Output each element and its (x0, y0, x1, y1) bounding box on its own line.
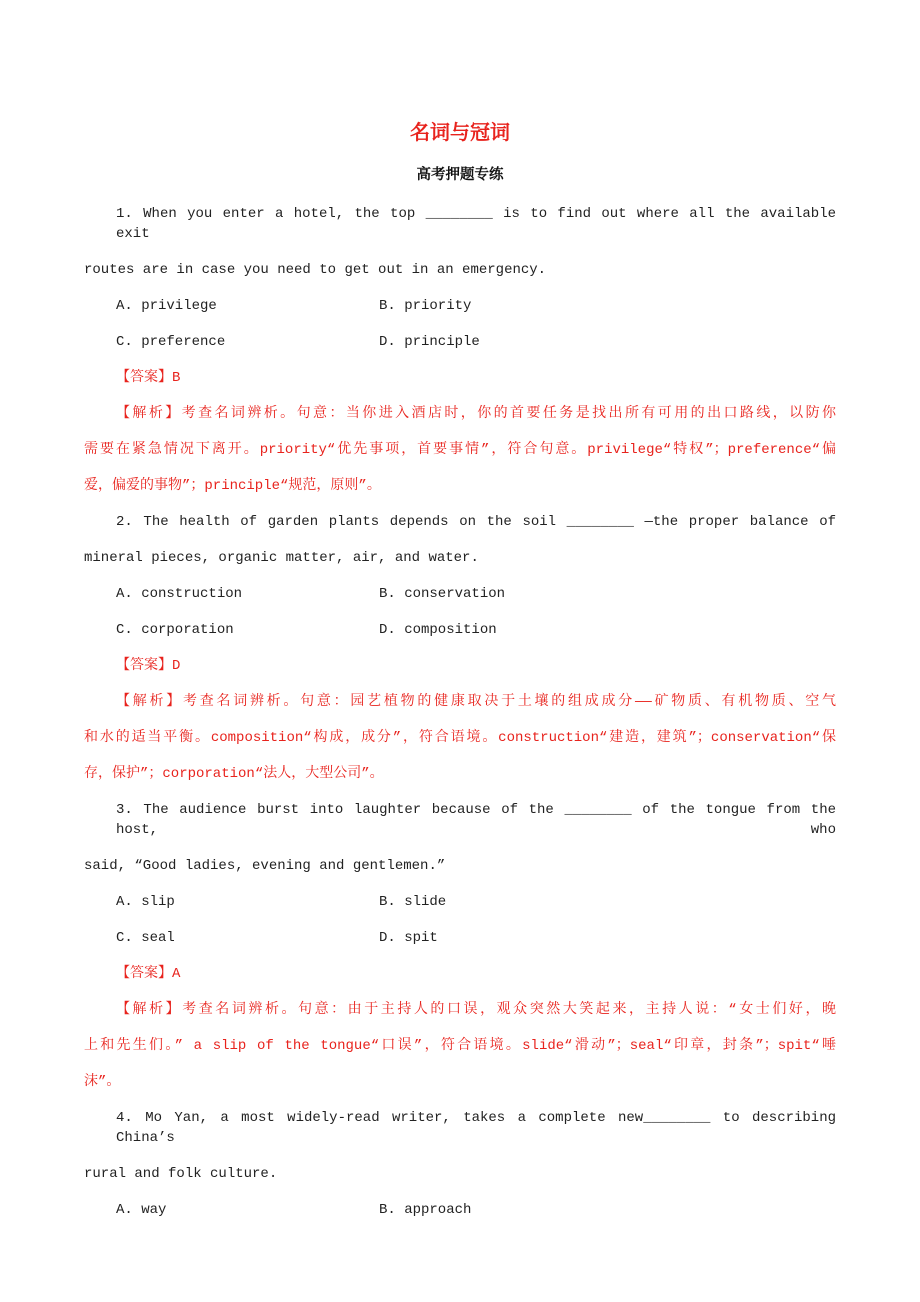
question-stem: said, “Good ladies, evening and gentlemen.” (84, 858, 446, 874)
options-row (84, 616, 836, 652)
analysis: 【解析】考查名词辨析。句意：当你进入酒店时，你的首要任务是找出所有可用的出口路线，以防你 (116, 406, 836, 422)
options-row (84, 328, 836, 364)
page-subtitle: 高考押题专练 (416, 167, 504, 183)
option-d: D. composition (379, 622, 497, 638)
question-1 (84, 200, 836, 508)
option-a: A. slip (116, 894, 175, 910)
answer: 【答案】A (116, 966, 181, 982)
option-a: A. privilege (116, 298, 217, 314)
question-stem: 1. When you enter a hotel, the top ________ is to find out where all the available exit (116, 206, 836, 242)
analysis: 沫”。 (84, 1074, 121, 1090)
options-row (84, 888, 836, 924)
option-b: B. slide (379, 894, 447, 910)
option-b: B. conservation (379, 586, 506, 602)
option-a: A. construction (116, 586, 243, 602)
options-row (84, 1196, 836, 1232)
option-c: C. corporation (116, 622, 234, 638)
analysis: 【解析】考查名词辨析。句意：园艺植物的健康取决于土壤的组成成分——矿物质、有机物质、空气 (116, 694, 836, 710)
analysis: 上和先生们。” a slip of the tongue“口误”，符合语境。slide“滑动”；seal“印章，封条”；spit“唾 (84, 1038, 836, 1054)
option-c: C. seal (116, 930, 175, 946)
question-stem: mineral pieces, organic matter, air, and water. (84, 550, 479, 566)
question-3 (84, 796, 836, 1104)
question-stem: 4. Mo Yan, a most widely-read writer, takes a complete new________ to describing China’s (116, 1110, 836, 1146)
answer: 【答案】B (116, 370, 181, 386)
options-row (84, 924, 836, 960)
options-row (84, 580, 836, 616)
question-4 (84, 1104, 836, 1232)
answer: 【答案】D (116, 658, 181, 674)
analysis: 需要在紧急情况下离开。priority“优先事项，首要事情”，符合句意。privilege“特权”；preference“偏 (84, 442, 836, 458)
question-stem: 2. The health of garden plants depends on the soil ________ —the proper balance of (116, 514, 836, 530)
option-a: A. way (116, 1202, 167, 1218)
option-b: B. approach (379, 1202, 472, 1218)
question-stem: rural and folk culture. (84, 1166, 278, 1182)
analysis: 【解析】考查名词辨析。句意：由于主持人的口误，观众突然大笑起来，主持人说：“女士们好，晚 (116, 1002, 836, 1018)
analysis: 爱，偏爱的事物”；principle“规范，原则”。 (84, 478, 381, 494)
question-stem: 3. The audience burst into laughter because of the ________ of the tongue from the host, who (116, 802, 836, 838)
document-body (84, 200, 836, 1232)
option-d: D. principle (379, 334, 480, 350)
option-d: D. spit (379, 930, 438, 946)
analysis: 存，保护”；corporation“法人，大型公司”。 (84, 766, 384, 782)
analysis: 和水的适当平衡。composition“构成，成分”，符合语境。construction“建造，建筑”；conservation“保 (84, 730, 836, 746)
page-title: 名词与冠词 (410, 120, 510, 144)
options-row (84, 292, 836, 328)
option-c: C. preference (116, 334, 226, 350)
question-2 (84, 508, 836, 796)
option-b: B. priority (379, 298, 472, 314)
question-stem: routes are in case you need to get out in an emergency. (84, 262, 547, 278)
